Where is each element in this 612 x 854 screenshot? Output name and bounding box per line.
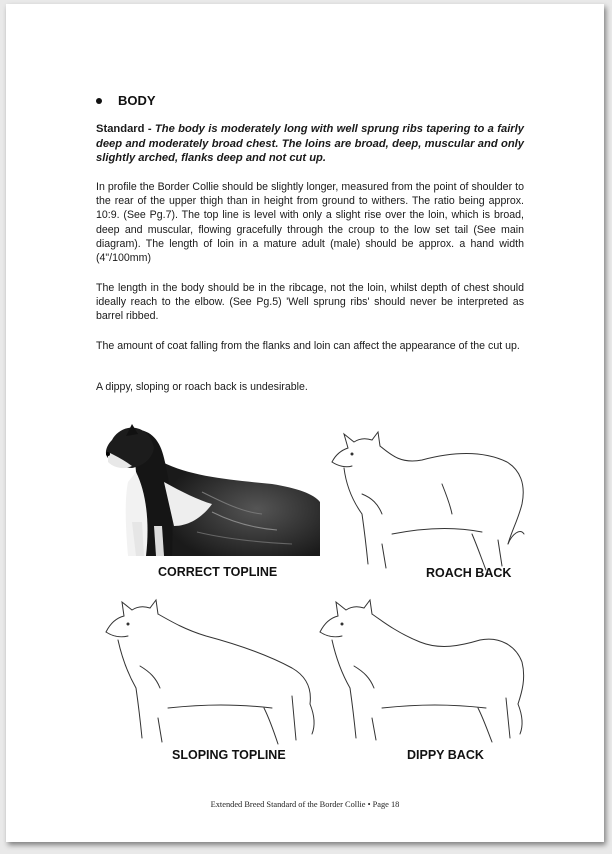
sloping-topline-caption: SLOPING TOPLINE xyxy=(172,748,286,762)
sloping-topline-drawing xyxy=(96,596,322,746)
paragraph-undesirable: A dippy, sloping or roach back is undesirable. xyxy=(96,381,308,393)
document-page xyxy=(6,4,604,842)
paragraph-ribcage: The length in the body should be in the ribcage, not the loin, whilst depth of chest should ideally reach to the elbow. (See Pg.5) 'Well sprung ribs' should never be interpreted as barrel ribbed. xyxy=(96,282,524,323)
roach-back-caption: ROACH BACK xyxy=(426,566,512,580)
standard-paragraph xyxy=(96,122,524,166)
dippy-back-drawing xyxy=(310,594,532,744)
roach-back-drawing xyxy=(322,424,532,574)
bullet-icon xyxy=(96,98,102,104)
paragraph-profile: In profile the Border Collie should be slightly longer, measured from the point of shoulder to the rear of the upper thigh than in height from ground to withers. The ratio being approx. 10:9. (See Pg.7). The top line is level with only a slight rise over the loin, which is broad, deep and muscular, flowing gracefully through the croup to the low set tail (See main diagram). The length of loin in a mature adult (male) should be approx. a hand width (4"/100mm) xyxy=(96,181,524,265)
page-footer: Extended Breed Standard of the Border Collie • Page 18 xyxy=(210,800,400,809)
section-heading-text: BODY xyxy=(118,93,156,108)
paragraph-coat: The amount of coat falling from the flanks and loin can affect the appearance of the cut up. xyxy=(96,340,520,352)
dippy-back-caption: DIPPY BACK xyxy=(407,748,484,762)
standard-label: Standard - xyxy=(96,123,155,135)
standard-text: The body is moderately long with well sprung ribs tapering to a fairly deep and moderately broad chest. The loins are broad, deep, muscular and only slightly arched, flanks deep and not cut up. xyxy=(96,123,524,164)
correct-topline-photo xyxy=(102,422,320,556)
correct-topline-caption: CORRECT TOPLINE xyxy=(158,565,278,579)
section-heading xyxy=(96,93,156,108)
